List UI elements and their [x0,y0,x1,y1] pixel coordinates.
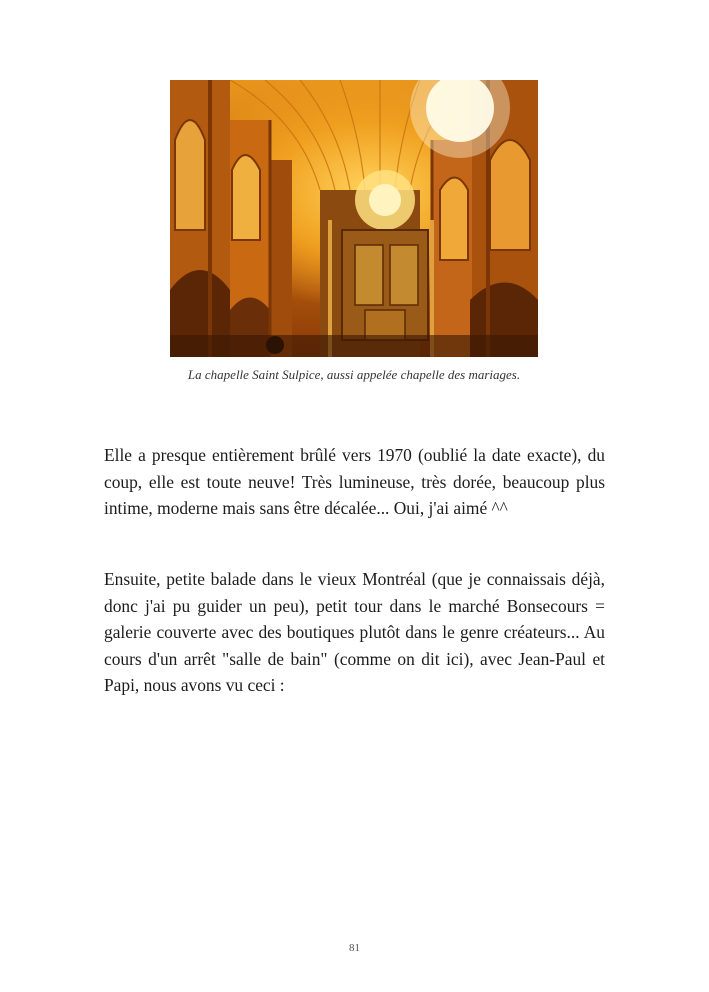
altar [320,170,432,357]
page-number: 81 [349,942,360,954]
chapel-photo [170,80,538,357]
body-paragraph-1: Elle a presque entièrement brûlé vers 1970 (oublié la date exacte), du coup, elle est toute neuve! Très lumineuse, très dorée, beaucoup plus intime, moderne mais sans être décalée... Oui, j'ai aimé ^^ [104,445,605,518]
photo-caption: La chapelle Saint Sulpice, aussi appelée chapelle des mariages. [187,367,521,382]
body-paragraph-2: Ensuite, petite balade dans le vieux Montréal (que je connaissais déjà, donc j'ai pu guider un peu), petit tour dans le marché Bonsecours = galerie couverte avec des boutiques plutôt dans le genre créateurs... Au cours d'un arrêt "salle de bain" (comme on dit ici), avec Jean-Paul et Papi, nous avons vu ceci : [104,569,605,695]
chapel-illustration [170,80,538,357]
left-arcade [170,80,292,357]
